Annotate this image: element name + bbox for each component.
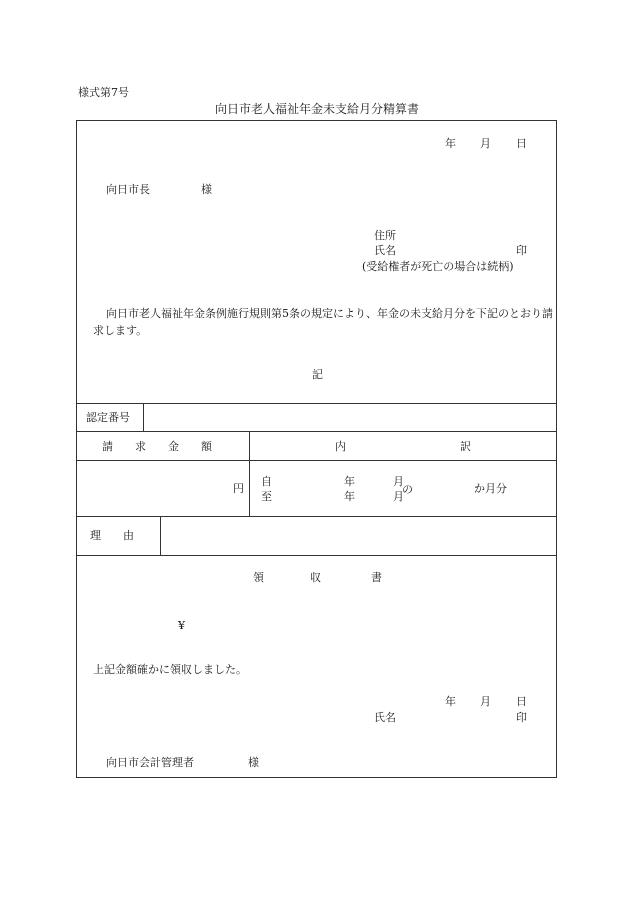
divider-cert-top xyxy=(76,403,557,404)
reason-label: 理 由 xyxy=(90,529,134,542)
date-year-label: 年 xyxy=(445,137,456,150)
divider-reason-bottom xyxy=(76,555,557,556)
period-to-year: 年 xyxy=(344,490,355,503)
date-month-label: 月 xyxy=(480,137,491,150)
date-day-label: 日 xyxy=(516,137,527,150)
divider-header-bottom xyxy=(76,460,557,461)
receipt-honorific: 様 xyxy=(248,756,259,769)
receipt-statement: 上記金額確かに領収しました。 xyxy=(93,663,247,676)
receipt-date-day: 日 xyxy=(516,695,527,708)
breakdown-header-2: 訳 xyxy=(460,440,471,453)
request-text: 向日市老人福祉年金条例施行規則第5条の規定により、年金の未支給月分を下記のとおり請求します。 xyxy=(93,307,553,337)
applicant-address-label: 住所 xyxy=(374,229,396,242)
period-to-label: 至 xyxy=(261,490,272,503)
applicant-seal: 印 xyxy=(516,244,527,257)
period-to-month: 月 xyxy=(393,490,404,503)
receipt-title-2: 収 xyxy=(310,571,321,584)
applicant-name-label: 氏名 xyxy=(374,244,396,257)
period-of: の xyxy=(402,483,413,496)
breakdown-header-1: 内 xyxy=(335,440,346,453)
divider-cert-vertical xyxy=(143,403,144,431)
receipt-date-month: 月 xyxy=(480,695,491,708)
receipt-date-year: 年 xyxy=(445,695,456,708)
divider-amount-bottom xyxy=(76,516,557,517)
months-suffix: か月分 xyxy=(474,482,507,495)
divider-reason-vertical xyxy=(160,516,161,555)
receipt-title-3: 書 xyxy=(371,571,382,584)
addressee-name: 向日市長 xyxy=(106,183,150,196)
receipt-addressee: 向日市会計管理者 xyxy=(106,756,194,769)
addressee-honorific: 様 xyxy=(201,183,212,196)
cert-number-label: 認定番号 xyxy=(86,411,130,424)
form-number: 様式第7号 xyxy=(78,86,129,99)
divider-amount-vertical xyxy=(249,431,250,516)
amount-header: 請 求 金 額 xyxy=(102,440,212,453)
period-from-year: 年 xyxy=(344,475,355,488)
receipt-seal: 印 xyxy=(516,711,527,724)
period-from-month: 月 xyxy=(393,475,404,488)
applicant-note: (受給権者が死亡の場合は続柄) xyxy=(362,260,514,273)
ki-label: 記 xyxy=(312,368,323,381)
receipt-name-label: 氏名 xyxy=(374,711,396,724)
divider-cert-bottom xyxy=(76,431,557,432)
receipt-yen-sign: ¥ xyxy=(178,619,185,632)
form-title: 向日市老人福祉年金未支給月分精算書 xyxy=(215,102,420,116)
amount-yen-unit: 円 xyxy=(233,482,244,495)
period-from-label: 自 xyxy=(261,475,272,488)
receipt-title-1: 領 xyxy=(253,571,264,584)
